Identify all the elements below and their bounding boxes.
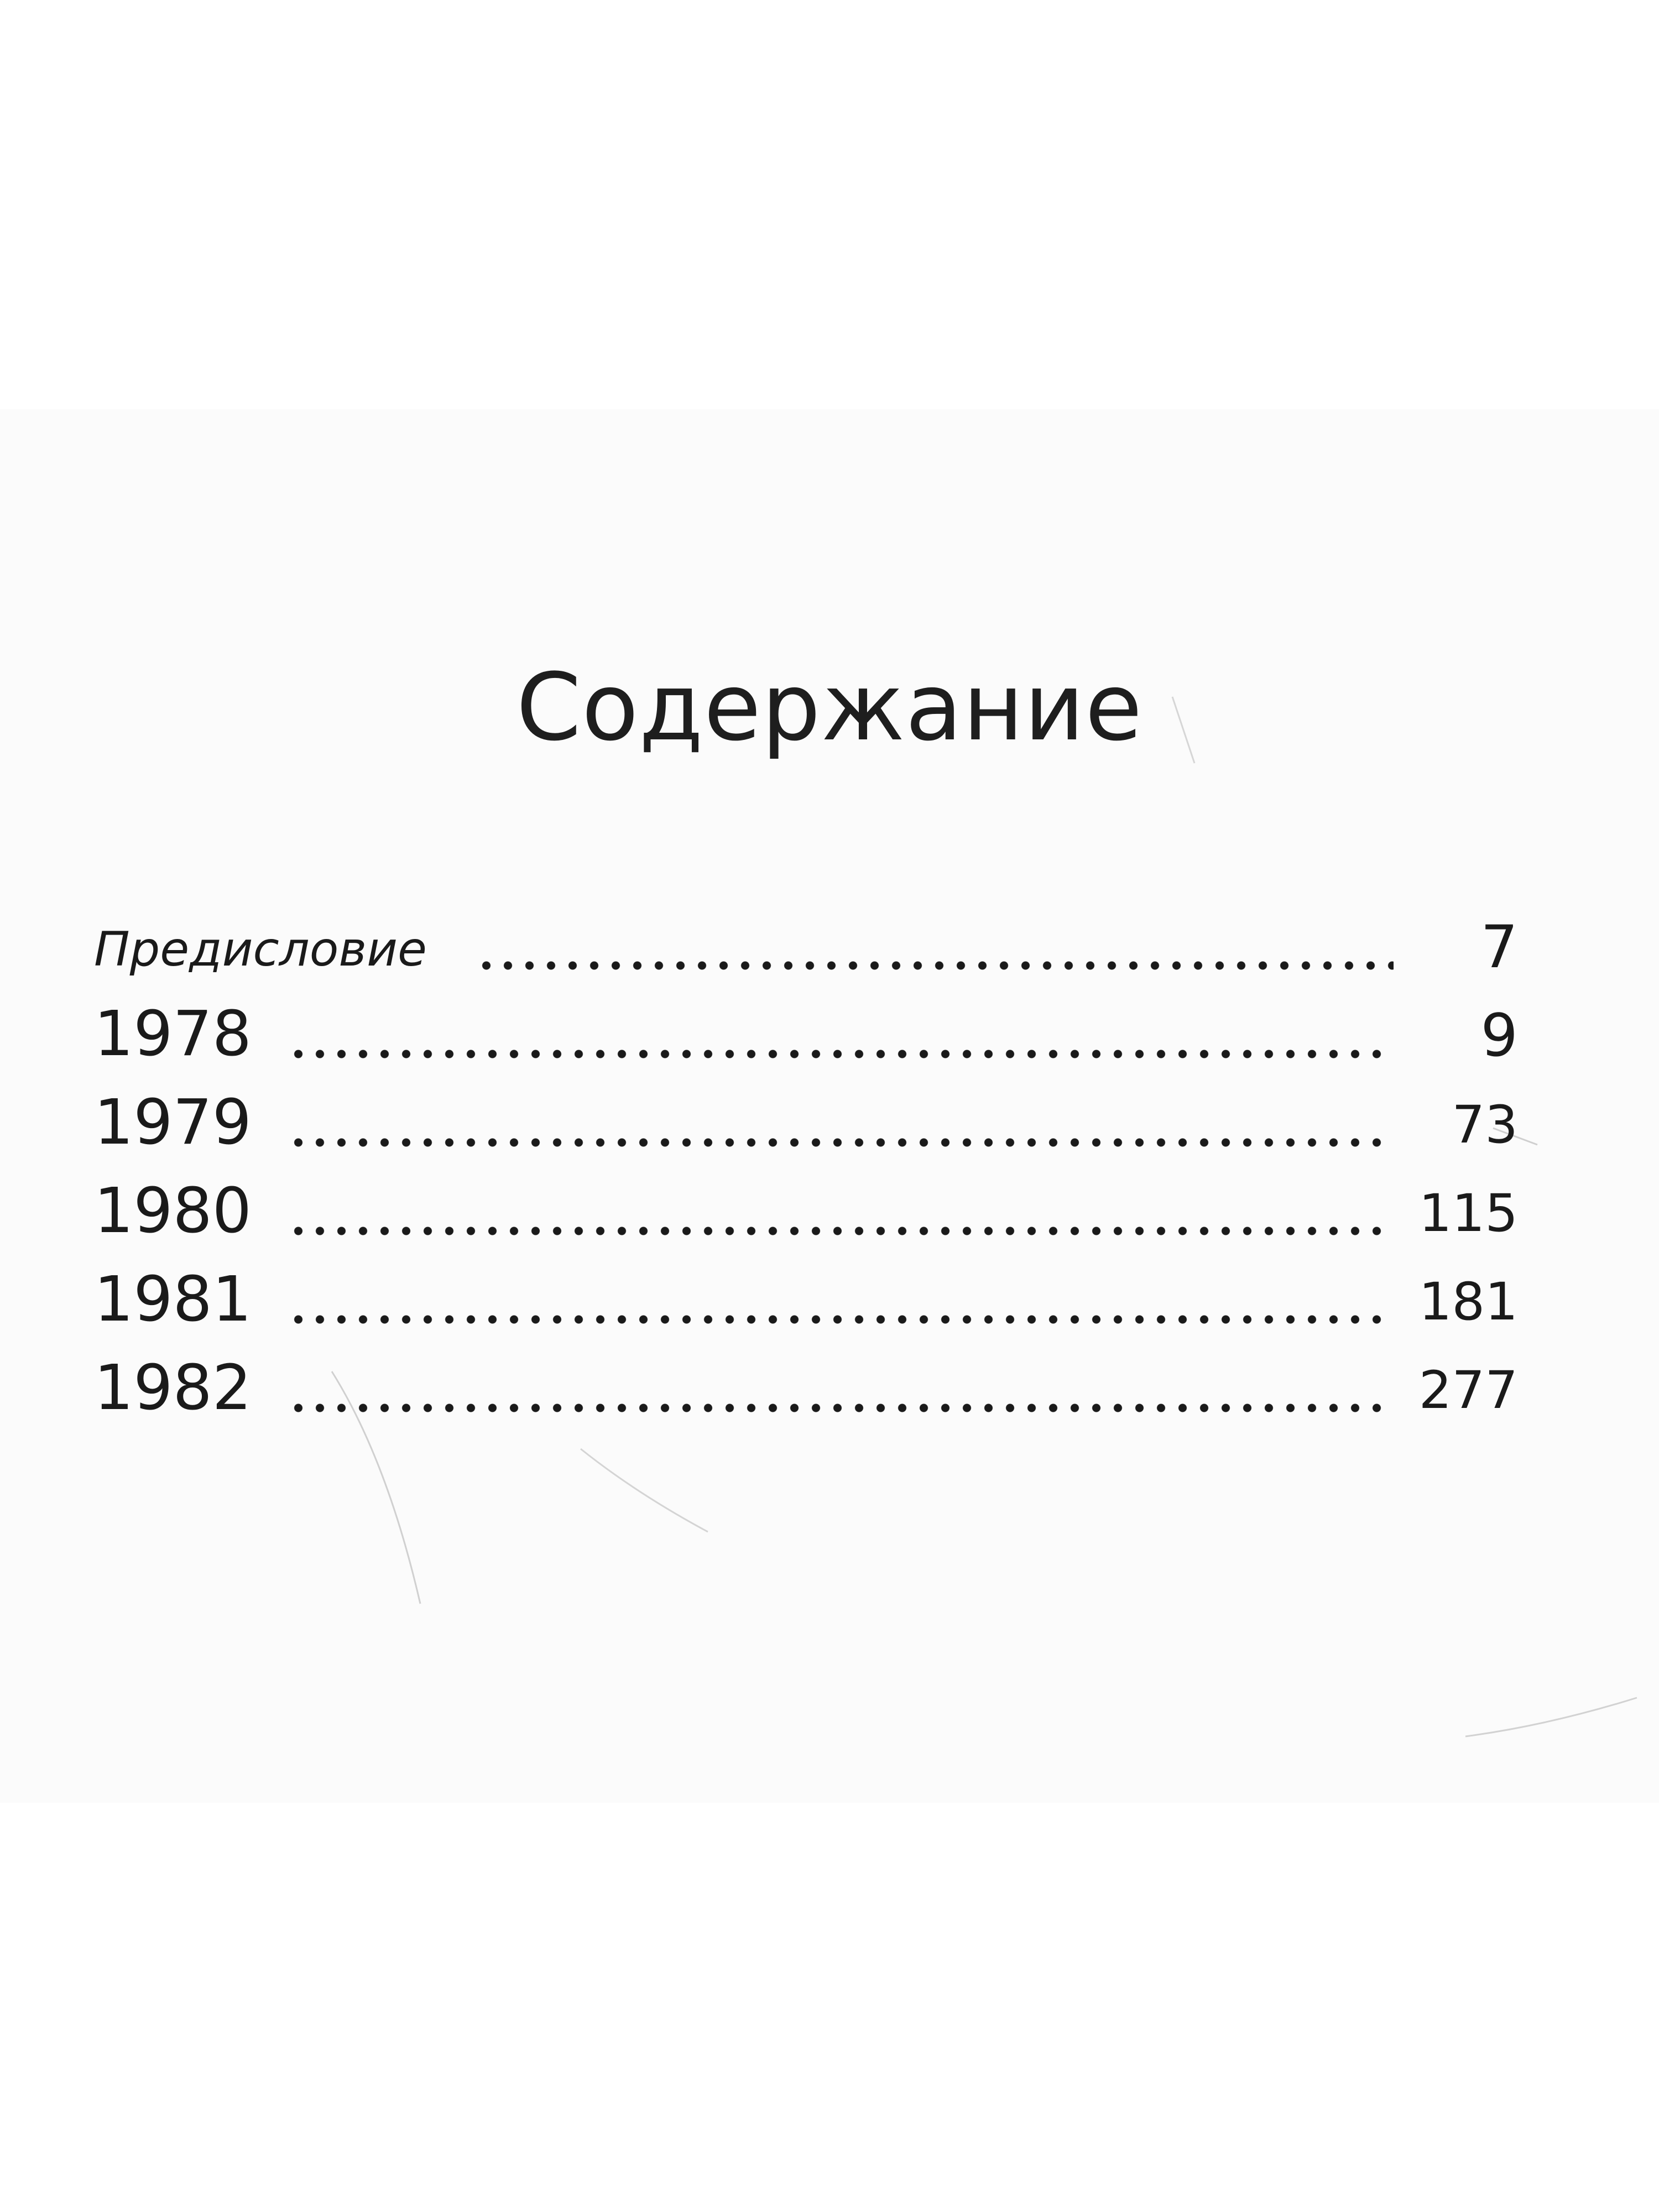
toc-entry-label: 1978 <box>94 998 252 1070</box>
toc-entry-label: 1981 <box>94 1264 252 1335</box>
toc-entry <box>94 1344 1518 1432</box>
dot-leader <box>288 1048 1391 1060</box>
page-title: Содержание <box>516 653 1143 761</box>
toc-entry-label: 1982 <box>94 1352 252 1424</box>
dot-leader <box>288 1225 1391 1237</box>
toc-entry <box>94 1078 1518 1167</box>
toc-entry <box>94 1255 1518 1344</box>
dot-leader <box>476 960 1394 971</box>
toc-entry <box>94 990 1518 1078</box>
toc-entry-page: 9 <box>1480 1001 1518 1070</box>
toc-entry <box>94 901 1518 990</box>
table-of-contents <box>94 901 1518 1432</box>
toc-entry-page: 73 <box>1452 1095 1518 1155</box>
toc-entry-page: 115 <box>1418 1183 1518 1244</box>
dot-leader <box>288 1137 1391 1148</box>
toc-entry <box>94 1167 1518 1255</box>
dot-leader <box>288 1314 1391 1325</box>
toc-entry-page: 7 <box>1480 913 1518 981</box>
dot-leader <box>288 1402 1391 1413</box>
toc-entry-label: Предисловие <box>94 922 427 977</box>
toc-entry-label: 1979 <box>94 1087 252 1159</box>
toc-entry-page: 181 <box>1418 1272 1518 1332</box>
toc-entry-page: 277 <box>1418 1360 1518 1421</box>
toc-entry-label: 1980 <box>94 1175 252 1247</box>
